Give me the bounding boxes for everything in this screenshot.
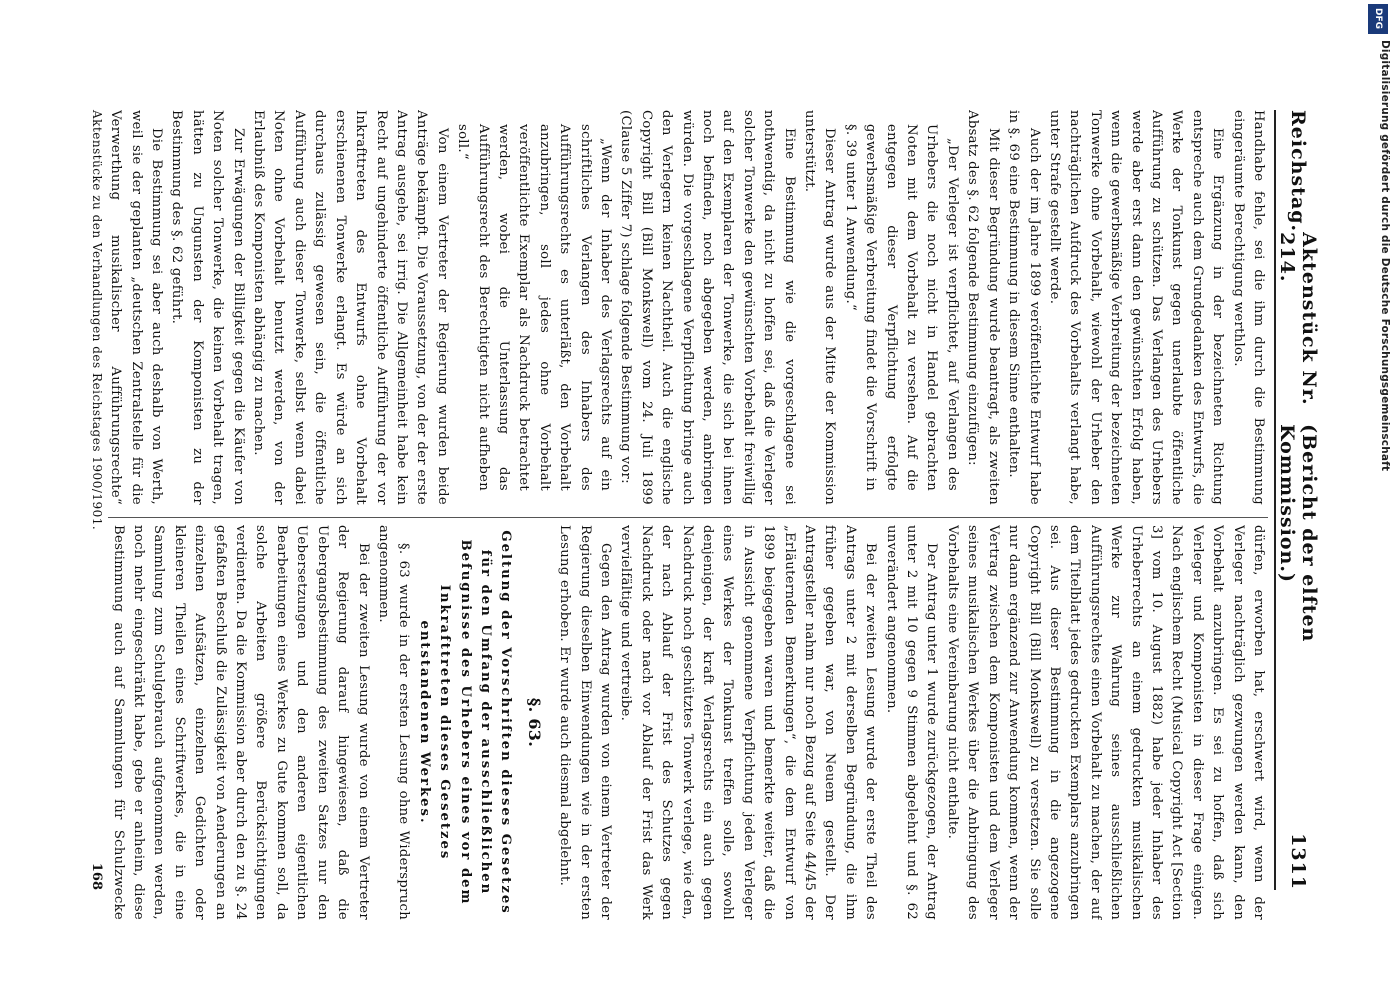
header-rule [1274, 110, 1276, 890]
header-title: (Bericht der elften Kommission.) [1276, 424, 1320, 643]
page-number: 1311 [1287, 833, 1309, 890]
paragraph: Eine Bestimmung wie die vorgeschlagene sei nothwendig, da nicht zu hoffen sei, daß die Verleger solcher Tonwerke den gewünschten Vorbehalt freiwillig auf den Exemplaren der Tonwerke, die sich bei ihnen noch befinden, noch abgegeben werden, anbringen würden. Die vorgeschlagene Verpflichtung bringe auch den Verlegern keinen Nachtheil. Auch die englische Copyright Bill (Bill Monkswell) vom 24. Juli 1899 (Clause 5 Ziffer 7) schlage folgende Bestimmung vor: [618, 110, 797, 505]
paragraph: Handhabe fehle, sei die ihm durch die Bestimmung eingeräumte Berechtigung werthlos. [1230, 110, 1266, 505]
document-page [78, 70, 1318, 930]
header-left: Reichstag. [1287, 110, 1309, 233]
paragraph: Die Bestimmung sei aber auch deshalb von Werth, weil sie der geplanten „deutschen Zentralstelle für die Verwerthung musikalischer Aufführungsrechte“ [108, 110, 165, 505]
paragraph: dürfen, erworben hat, erschwert wird, wenn der Verleger nachträglich gezwungen werden kann, den Vorbehalt anzubringen. Es sei zu hoffen, daß sich Verleger und Komponisten in dieser Frage einigen. Nach englischem Recht (Musical Copyright Act [Section 3] vom 10. August 1882) habe jeder Inhaber des Urheberrechts an einem gedruckten musikalischen Werke zur Wahrung seines ausschließlichen Aufführungsrechtes einen Vorbehalt zu machen, der auf dem Titelblatt jedes gedruckten Exemplars anzubringen sei. Aus dieser Bestimmung in die angezogene Copyright Bill (Bill Monkswell) zu versetzen. Sie solle nur dann ergänzend zur Anwendung kommen, wenn der Vertrag zwischen dem Komponisten und dem Verleger seines musikalischen Werkes über die Anbringung des Vorbehalts eine Vereinbarung nicht enthalte. [944, 525, 1266, 920]
paragraph: Eine Ergänzung in der bezeichneten Richtung entspreche auch dem Grundgedanken des Entwurfs, die Werke der Tonkunst gegen unerlaubte öffentliche Aufführung zu schützen. Das Verlangen des Urhebers werde aber erst dann den gewünschten Erfolg haben, wenn die gewerbsmäßige Verbreitung der bezeichneten Tonwerke ohne Vorbehalt, wiewohl der Urheber den nachträglichen Aufdruck des Vorbehalts verlangt habe, unter Strafe gestellt werde. [1046, 110, 1226, 505]
paragraph: „Der Verleger ist verpflichtet, auf Verlangen des Urhebers die noch nicht in Handel gebrachten Noten mit dem Vorbehalt zu versehen. Auf die entgegen dieser Verpflichtung erfolgte gewerbsmäßige Verbreitung findet die Vorschrift in §. 39 unter 1 Anwendung.“ [842, 124, 960, 491]
paragraph: Gegen den Antrag wurden von einem Vertreter der Regierung dieselben Einwendungen wie in der ersten Lesung erhoben. Er wurde auch diesmal abgelehnt. [557, 525, 613, 920]
right-column [108, 525, 1268, 920]
paragraph: §. 63 wurde in der ersten Lesung ohne Widerspruch angenommen. [375, 525, 412, 920]
header-center: Aktenstück Nr. 214. [1276, 232, 1320, 406]
paragraph: Bei der zweiten Lesung wurde von einem Vertreter der Regierung darauf hingewiesen, daß die Uebergangsbestimmung des zweiten Satzes nur den Uebersetzungen und den anderen eigentlichen Bearbeitungen eines Werkes zu Gute kommen soll, da solche Arbeiten größere Berücksichtigungen verdienten. Da die Kommission aber durch den zu §. 24 gefaßten Beschluß die Zulässigkeit von Aenderungen an einzelnen Aufsätzen, einzelnen Gedichten oder kleineren Theilen eines Schriftwerkes, die in eine Sammlung zum Schulgebrauch aufgenommen werden, noch mehr eingeschränkt habe, gebe er anheim, diese Bestimmung auch auf Sammlungen für Schulzwecke [110, 525, 371, 920]
watermark-text: Digitalisierung gefördert durch die Deutsche Forschungsgemeinschaft [1379, 40, 1391, 472]
section-heading: §. 63. [524, 697, 544, 748]
paragraph: Zur Erwägungen der Billigkeit gegen die Käufer von Noten solcher Tonwerke, die keinen Vorbehalt tragen, hätten zu Ungunsten der Komponisten zu der Bestimmung des §. 62 geführt. [169, 110, 246, 505]
paragraph: Der Antrag unter 1 wurde zurückgezogen, der Antrag unter 2 mit 10 gegen 9 Stimmen abgelehnt und §. 62 unverändert angenommen. [883, 525, 940, 920]
page-header [1278, 110, 1318, 890]
paragraph: Dieser Antrag wurde aus der Mitte der Kommission unterstützt. [802, 110, 838, 505]
paragraph: Bei der zweiten Lesung wurde der erste Theil des Antrags unter 2 mit derselben Begründung, die ihm früher gegeben war, von Neuem gestellt. Der Antragsteller nahm nur noch Bezug auf Seite 44/45 der „Erläuternden Bemerkungen“, die dem Entwurf von 1899 beigegeben waren und bemerkte weiter, daß die in Aussicht genommene Verpflichtung jeden Verleger eines Werkes der Tonkunst treffen solle, sowohl denjenigen, der kraft Verlagsrechts ein auch gegen Nachdruck noch geschütztes Tonwerk verlege, wie den, der nach Ablauf der Frist des Schutzes gegen Nachdruck oder nach vor Ablauf der Frist das Werk vervielfältige und vertreibe. [618, 525, 879, 920]
signature-mark: 168 [89, 862, 104, 890]
dfg-watermark [1365, 0, 1391, 1000]
paragraph: Auch der im Jahre 1899 veröffentlichte Entwurf habe in §. 69 eine Bestimmung in diesem Sinne enthalten. [1006, 110, 1042, 505]
left-column [108, 110, 1268, 505]
column-divider [108, 517, 1268, 518]
paragraph: Geltung der Vorschriften dieses Gesetzes für den Umfang der ausschließlichen Befugnisse des Urhebers eines vor dem Inkrafttreten dieses Gesetzes entstandenen Werkes. [416, 530, 514, 915]
dfg-logo: DFG [1368, 4, 1388, 34]
footer-note: Aktenstücke zu den Verhandlungen des Reichstages 1900/1901. [90, 110, 104, 531]
paragraph: Mit dieser Begründung wurde beantragt, als zweiten Absatz des §. 62 folgende Bestimmung einzufügen: [965, 110, 1001, 505]
paragraph: „Wenn der Inhaber des Verlagsrechts auf ein schriftliches Verlangen des Inhabers des Aufführungsrechts es unterläßt, den Vorbehalt anzubringen, soll jedes ohne Vorbehalt veröffentlichte Exemplar als Nachdruck betrachtet werden, wobei die Unterlassung das Aufführungsrecht des Berechtigten nicht aufheben soll.“ [455, 124, 613, 491]
paragraph: Von einem Vertreter der Regierung wurden beide Anträge bekämpft. Die Voraussetzung, von der der erste Antrag ausgehe, sei irrig. Die Allgemeinheit habe kein Recht auf ungehinderte öffentliche Aufführung der vor Inkrafttreten des Entwurfs ohne Vorbehalt erschienenen Tonwerke erlangt. Es würde an sich durchaus zulässig gewesen sein, die öffentliche Aufführung auch dieser Tonwerke, selbst wenn dabei Noten ohne Vorbehalt benutzt werden, von der Erlaubniß des Komponisten abhängig zu machen. [251, 110, 450, 505]
header-right [1276, 424, 1320, 890]
